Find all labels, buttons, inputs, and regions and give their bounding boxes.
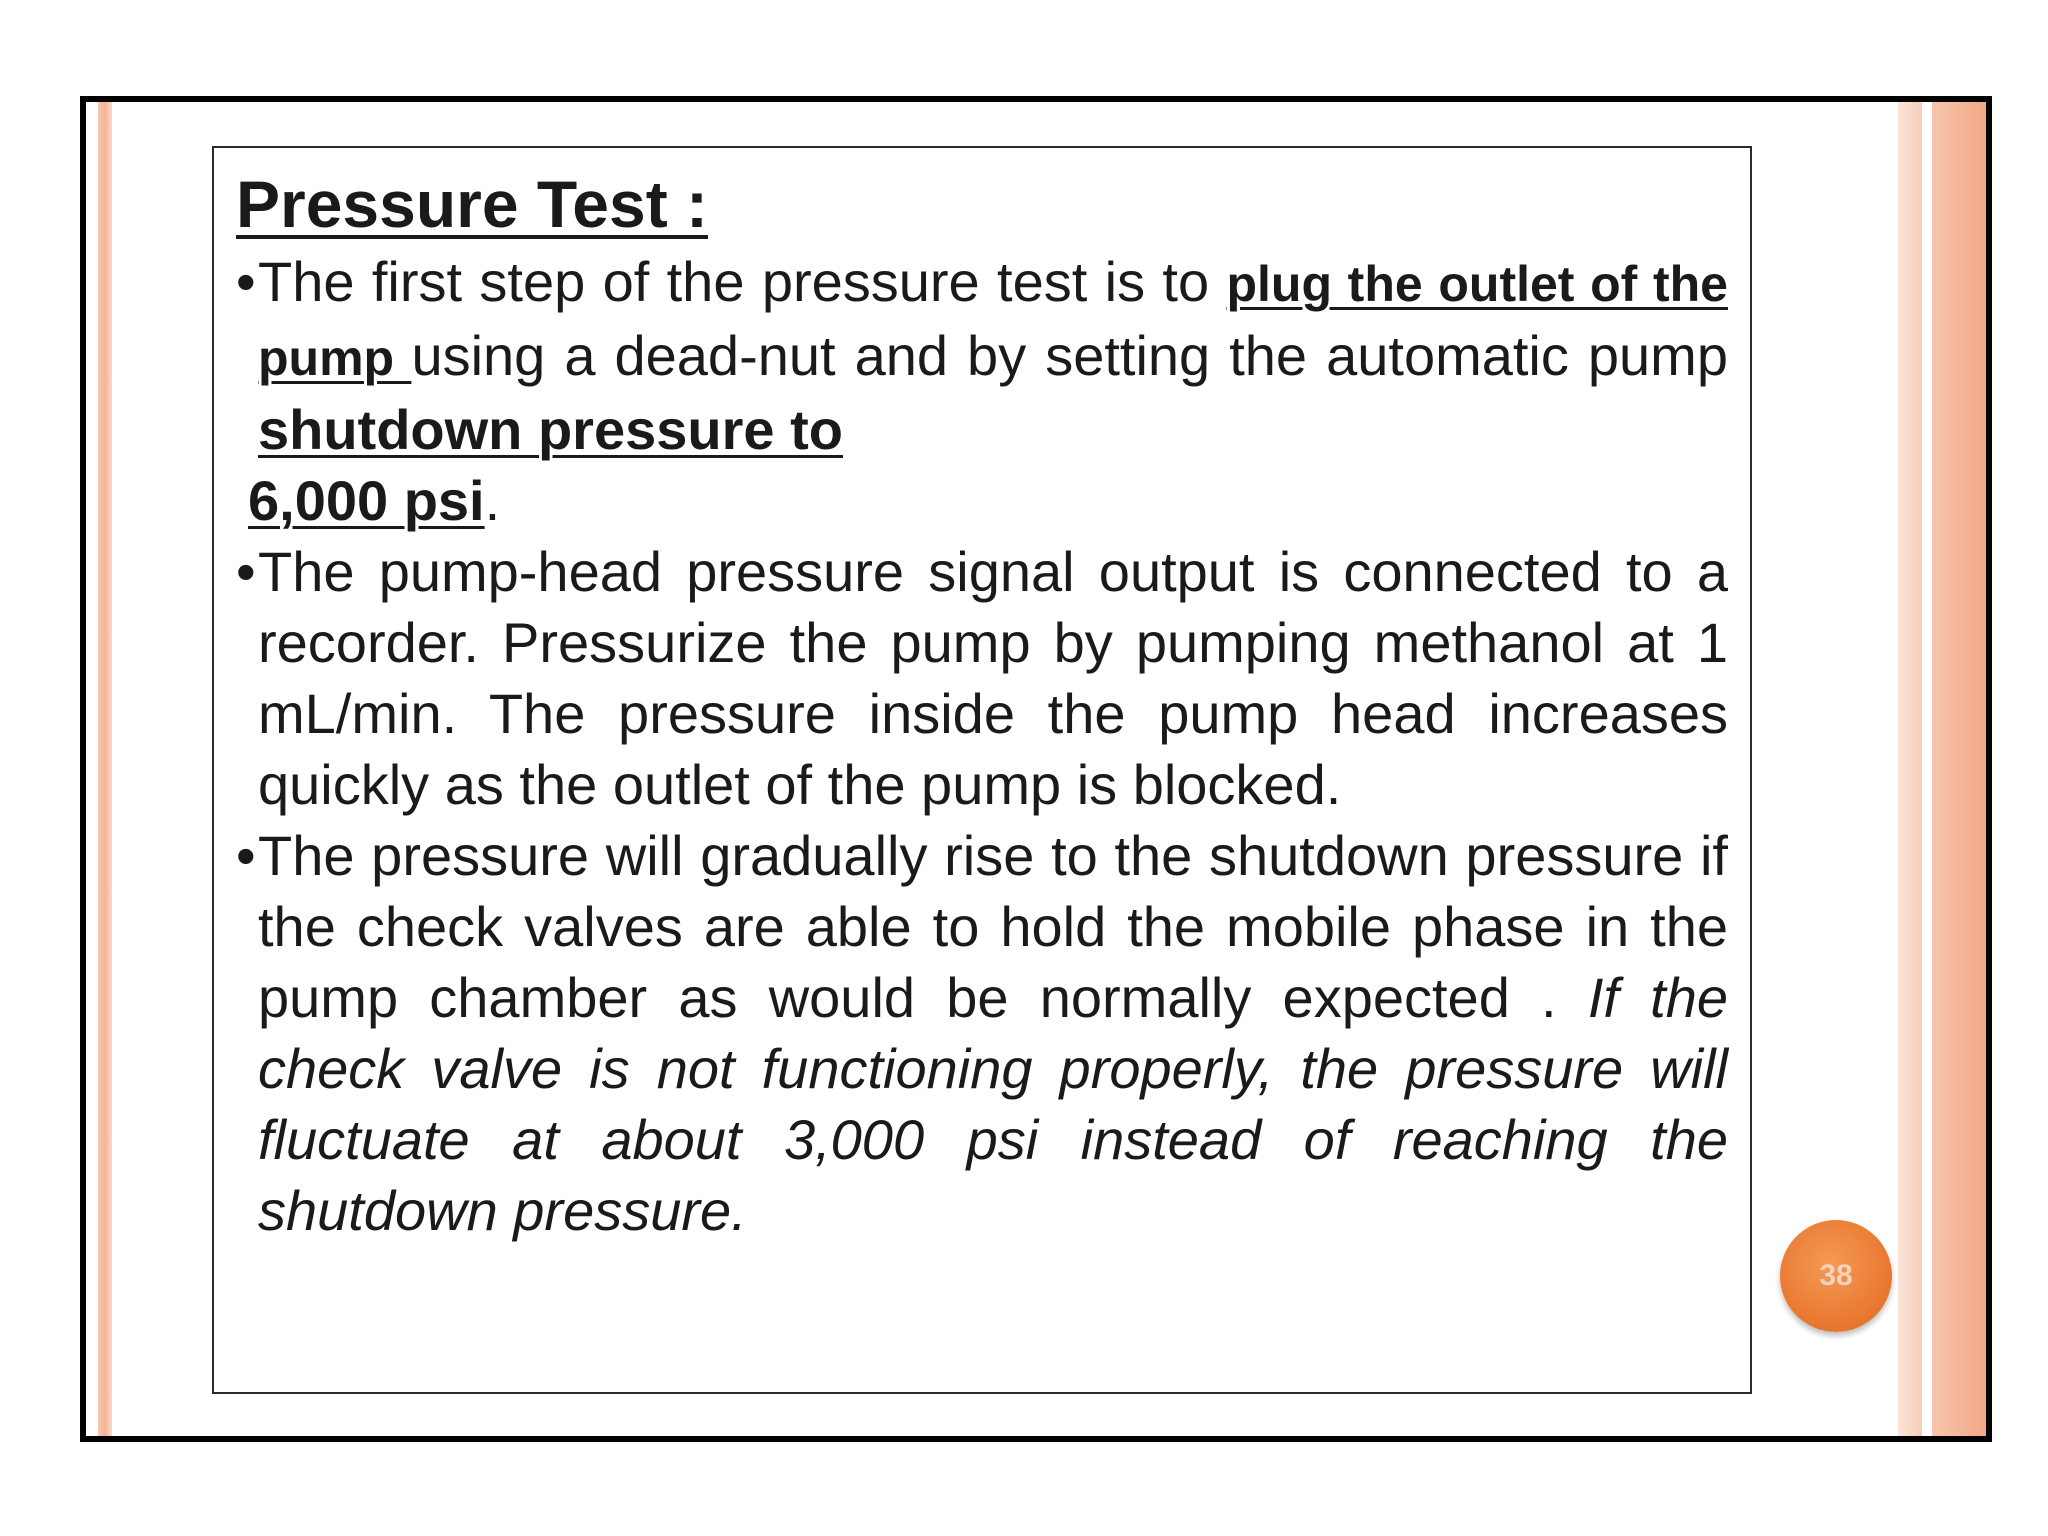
page-number-badge bbox=[1780, 1220, 1892, 1332]
emphasis-plug-outlet: plug the outlet of the pump bbox=[258, 256, 1728, 386]
slide-content-box bbox=[212, 146, 1752, 1394]
bullet-dot: • bbox=[236, 540, 256, 603]
slide-title: Pressure Test : bbox=[236, 167, 708, 241]
page-number: 38 bbox=[1819, 1259, 1853, 1292]
bullet-dot: • bbox=[236, 824, 256, 887]
bullet-dot: • bbox=[236, 250, 256, 313]
bullet-item-pump-head-signal bbox=[236, 536, 1728, 820]
bullet-list bbox=[236, 246, 1728, 1246]
left-decorative-stripe bbox=[98, 102, 112, 1436]
emphasis-6000-psi: 6,000 psi bbox=[248, 469, 485, 532]
right-inner-decorative-stripe bbox=[1898, 102, 1922, 1436]
bullet-text: The first step of the pressure test is to bbox=[258, 250, 1227, 313]
right-outer-decorative-stripe bbox=[1932, 102, 1986, 1436]
bullet-item-plug-outlet bbox=[236, 246, 1728, 536]
bullet-item-gradual-rise bbox=[236, 820, 1728, 1246]
emphasis-shutdown-pressure: shutdown pressure to bbox=[258, 398, 843, 461]
bullet-text: . bbox=[484, 469, 501, 532]
bullet-text: The pump-head pressure signal output is connected to a recorder. Pressurize the pump by pumping methanol at 1 mL/min. The pressure inside the pump head increases quickly as the outlet of the pump is blocked. bbox=[258, 540, 1728, 816]
italic-note-check-valve: If the check valve is not functioning properly, the pressure will fluctuate at about 3,000 psi instead of reaching the shutdown pressure. bbox=[258, 966, 1728, 1242]
bullet-text: using a dead-nut and by setting the automatic pump bbox=[411, 324, 1728, 387]
psi-line bbox=[248, 465, 1728, 536]
bullet-text: The pressure will gradually rise to the shutdown pressure if the check valves are able to hold the mobile phase in the pump chamber as would be normally expected . bbox=[258, 824, 1728, 1029]
